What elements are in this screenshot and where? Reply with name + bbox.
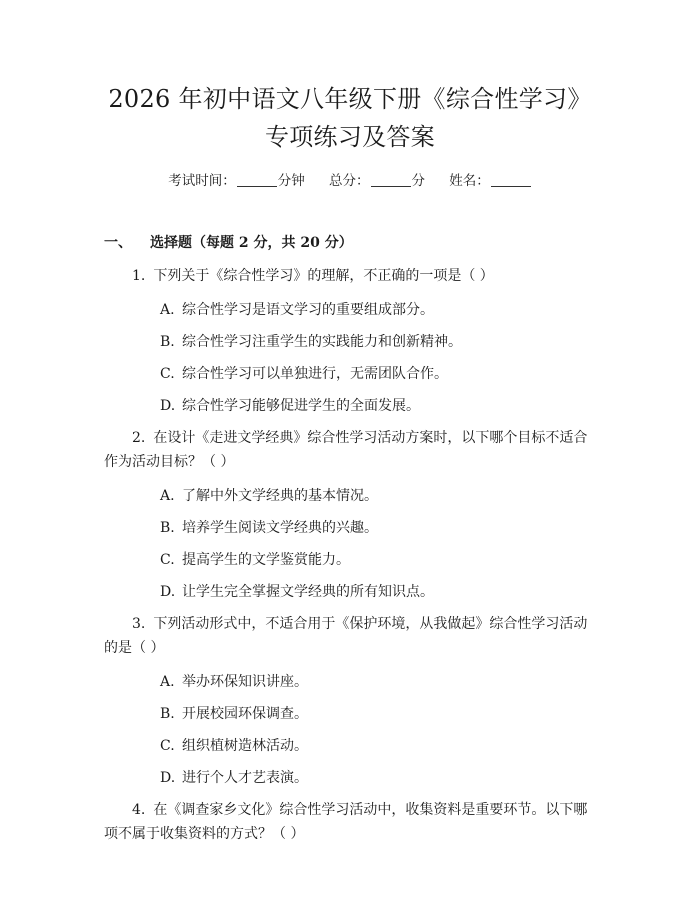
option-b	[160, 332, 596, 352]
option-text: 综合性学习可以单独进行，无需团队合作。	[182, 366, 448, 382]
option-text: 综合性学习是语文学习的重要组成部分。	[182, 302, 434, 318]
question-number: 3.	[132, 616, 146, 632]
option-letter: A.	[160, 302, 175, 318]
option-c	[160, 550, 596, 570]
question-3-options	[104, 672, 596, 788]
question-1-options	[104, 300, 596, 416]
student-name	[449, 170, 532, 192]
option-letter: C.	[160, 738, 175, 754]
exam-time-unit: 分钟	[277, 173, 305, 189]
option-text: 开展校园环保调查。	[182, 706, 308, 722]
option-b	[160, 518, 596, 538]
option-text: 让学生完全掌握文学经典的所有知识点。	[182, 584, 434, 600]
option-letter: C.	[160, 552, 175, 568]
exam-info	[104, 170, 596, 192]
option-text: 举办环保知识讲座。	[182, 674, 308, 690]
option-b	[160, 704, 596, 724]
option-letter: D.	[160, 770, 176, 786]
question-3	[104, 612, 596, 660]
option-d	[160, 396, 596, 416]
title-line-1: 2026 年初中语文八年级下册《综合性学习》	[108, 85, 592, 113]
option-letter: D.	[160, 584, 176, 600]
question-text: 在《调查家乡文化》综合性学习活动中，收集资料是重要环节。以下哪项不属于收集资料的方式？（ ）	[104, 802, 588, 842]
title-line-2: 专项练习及答案	[264, 123, 436, 151]
option-letter: A.	[160, 488, 175, 504]
student-name-blank	[491, 172, 531, 187]
option-d	[160, 582, 596, 602]
question-number: 4.	[132, 802, 146, 818]
option-text: 综合性学习能够促进学生的全面发展。	[182, 398, 420, 414]
option-letter: D.	[160, 398, 176, 414]
total-score-unit: 分	[411, 173, 425, 189]
question-text: 在设计《走进文学经典》综合性学习活动方案时，以下哪个目标不适合作为活动目标？（ ）	[104, 430, 588, 470]
option-a	[160, 486, 596, 506]
total-score-blank	[371, 172, 411, 187]
question-number: 1.	[132, 268, 146, 284]
option-c	[160, 736, 596, 756]
page-title	[104, 0, 596, 156]
section-title: 选择题（每题 2 分，共 20 分）	[150, 235, 353, 251]
option-d	[160, 768, 596, 788]
question-1	[104, 264, 596, 288]
total-score	[329, 170, 425, 192]
option-letter: A.	[160, 674, 175, 690]
exam-time-blank	[237, 172, 277, 187]
total-score-label: 总分：	[329, 173, 370, 189]
option-c	[160, 364, 596, 384]
option-a	[160, 300, 596, 320]
question-2	[104, 426, 596, 474]
option-letter: B.	[160, 334, 175, 350]
option-letter: C.	[160, 366, 175, 382]
question-text: 下列关于《综合性学习》的理解，不正确的一项是（ ）	[153, 268, 494, 284]
option-letter: B.	[160, 706, 175, 722]
section-number: 一、	[104, 235, 132, 251]
option-a	[160, 672, 596, 692]
option-text: 培养学生阅读文学经典的兴趣。	[182, 520, 378, 536]
question-4	[104, 798, 596, 846]
option-text: 组织植树造林活动。	[182, 738, 308, 754]
question-number: 2.	[132, 430, 146, 446]
option-text: 进行个人才艺表演。	[182, 770, 308, 786]
option-text: 综合性学习注重学生的实践能力和创新精神。	[182, 334, 462, 350]
section-heading	[104, 232, 596, 254]
question-text: 下列活动形式中，不适合用于《保护环境，从我做起》综合性学习活动的是（ ）	[104, 616, 588, 656]
option-letter: B.	[160, 520, 175, 536]
exam-time-label: 考试时间：	[168, 173, 236, 189]
option-text: 了解中外文学经典的基本情况。	[182, 488, 378, 504]
student-name-label: 姓名：	[449, 173, 490, 189]
exam-time	[168, 170, 305, 192]
question-2-options	[104, 486, 596, 602]
option-text: 提高学生的文学鉴赏能力。	[182, 552, 350, 568]
